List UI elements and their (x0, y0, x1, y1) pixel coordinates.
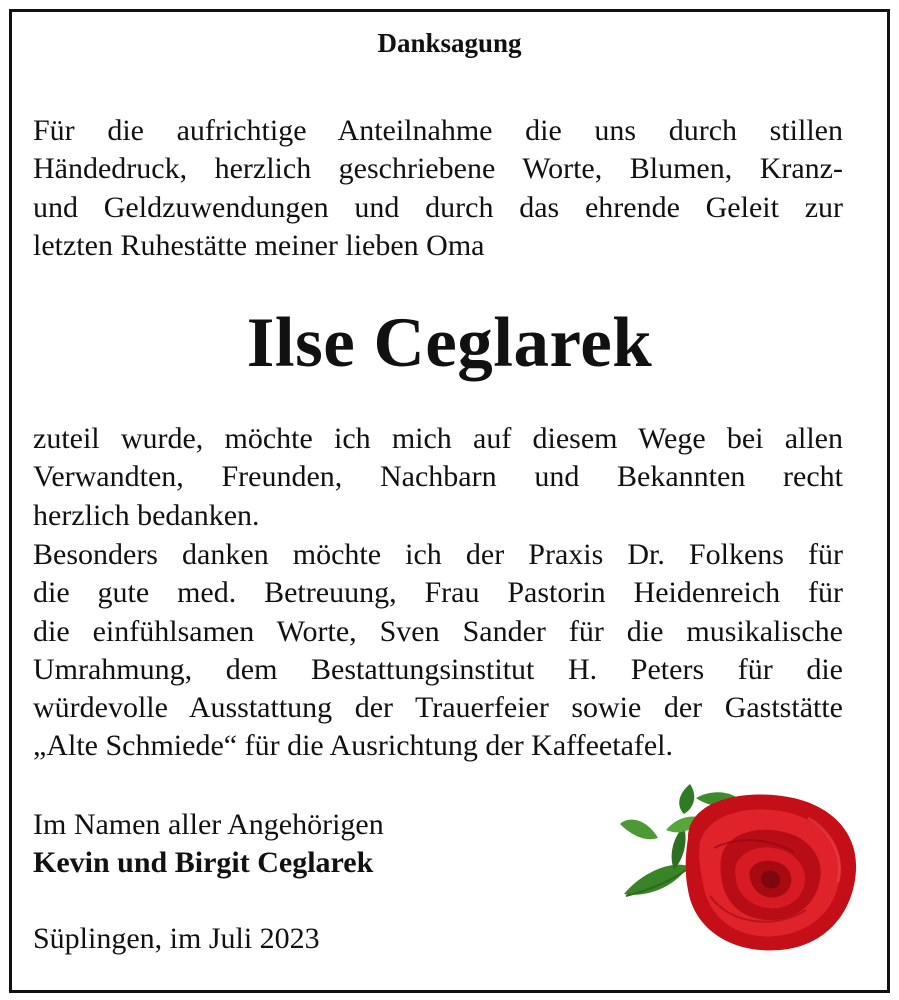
special-thanks-line: „Alte Schmiede“ für die Ausrichtung der Kaffeetafel. (33, 729, 674, 763)
rose-bloom (686, 795, 856, 951)
thanks-line: zuteil wurde, möchte ich mich auf diesem Wege bei allen (33, 422, 843, 455)
intro-line: Für die aufrichtige Anteilnahme die uns durch stillen (33, 114, 843, 147)
special-thanks-paragraph (33, 536, 843, 766)
signature-names: Kevin und Birgit Ceglarek (33, 846, 374, 879)
special-thanks-line: Besonders danken möchte ich der Praxis Dr. Folkens für (33, 538, 843, 571)
intro-line: und Geldzuwendungen und durch das ehrende Geleit zur (33, 190, 843, 224)
thanks-line: Verwandten, Freunden, Nachbarn und Bekannten recht (33, 460, 843, 494)
intro-line: letzten Ruhestätte meiner lieben Oma (33, 228, 485, 262)
deceased-name: Ilse Ceglarek (246, 304, 653, 382)
special-thanks-line: würdevolle Ausstattung der Trauerfeier sowie der Gaststätte (33, 691, 843, 725)
signature-intro: Im Namen aller Angehörigen (33, 808, 384, 841)
intro-paragraph (33, 112, 843, 265)
thanks-paragraph (33, 420, 843, 535)
place-date: Süplingen, im Juli 2023 (33, 922, 320, 955)
special-thanks-line: die gute med. Betreuung, Frau Pastorin Heidenreich für (33, 576, 843, 610)
signature-block (33, 806, 384, 882)
special-thanks-line: die einfühlsamen Worte, Sven Sander für die musikalische (33, 614, 843, 648)
notice-heading: Danksagung (377, 28, 522, 58)
special-thanks-line: Umrahmung, dem Bestattungsinstitut H. Peters für die (33, 652, 843, 686)
thanks-line: herzlich bedanken. (33, 498, 260, 532)
intro-line: Händedruck, herzlich geschriebene Worte, Blumen, Kranz- (33, 152, 843, 186)
red-rose-image (618, 778, 864, 954)
